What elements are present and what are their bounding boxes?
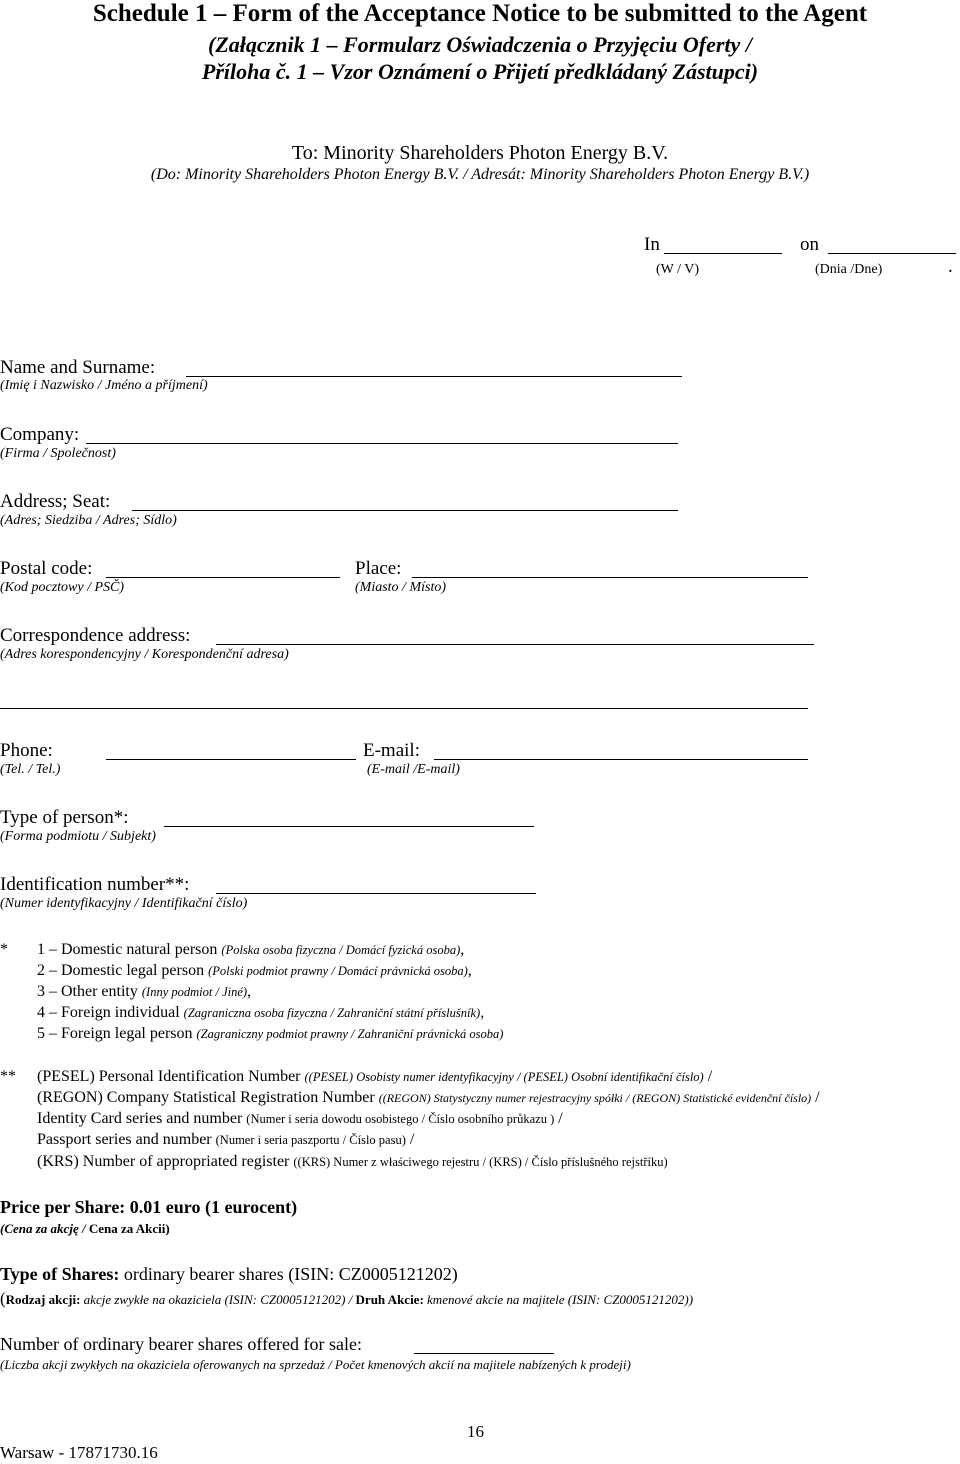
person-type-item: 3 – Other entity (Inny podmiot / Jiné), xyxy=(37,983,252,1000)
date-period: . xyxy=(948,256,953,277)
place-label: Place: xyxy=(355,558,402,579)
place-field-line[interactable] xyxy=(412,577,808,578)
id-type-item: (PESEL) Personal Identification Number ((PESEL) Osobisty numer identyfikacyjny / (PESEL) Osobní identifikační číslo) / xyxy=(37,1068,713,1085)
postal-code-label: Postal code: xyxy=(0,558,93,579)
number-of-shares-label: Number of ordinary bearer shares offered for sale: xyxy=(0,1334,363,1354)
correspondence-line[interactable] xyxy=(216,644,814,645)
id-number-sub-label: (Numer identyfikacyjny / Identifikační číslo) xyxy=(0,896,248,911)
id-type-item: Passport series and number (Numer i seria paszportu / Číslo pasu) / xyxy=(37,1131,415,1148)
price-per-share-translation: (Cena za akcję / Cena za Akcii) xyxy=(0,1221,170,1236)
type-of-shares-translation: (Rodzaj akcji: akcje zwykłe na okaziciela (ISIN: CZ0005121202) / Druh Akcie: kmenové akcie na majitele (ISIN: CZ0005121202)) xyxy=(0,1289,694,1308)
address-label: Address; Seat: xyxy=(0,491,111,512)
id-type-item: Identity Card series and number (Numer i seria dowodu osobistego / Číslo osobního průkazu ) / xyxy=(37,1110,563,1127)
in-label: In xyxy=(644,234,660,255)
email-line[interactable] xyxy=(434,759,808,760)
date-line[interactable] xyxy=(828,253,956,254)
id-number-line[interactable] xyxy=(216,893,536,894)
id-type-item: (KRS) Number of appropriated register ((KRS) Numer z właściwego rejestru / (KRS) / Číslo příslušného rejstříku) xyxy=(37,1153,668,1170)
name-sub-label: (Imię i Nazwisko / Jméno a příjmení) xyxy=(0,378,208,393)
document-reference: Warsaw - 17871730.16 xyxy=(0,1443,158,1462)
place-line[interactable] xyxy=(664,253,782,254)
person-type-item: 2 – Domestic legal person (Polski podmiot prawny / Domácí právnická osoba), xyxy=(37,962,472,979)
company-line[interactable] xyxy=(86,443,678,444)
company-sub-label: (Firma / Společnost) xyxy=(0,446,116,461)
price-per-share: Price per Share: 0.01 euro (1 eurocent) xyxy=(0,1197,298,1217)
in-sub-label: (W / V) xyxy=(656,262,700,277)
correspondence-sub-label: (Adres korespondencyjny / Korespondenční adresa) xyxy=(0,647,289,662)
person-type-item: 5 – Foreign legal person (Zagraniczny podmiot prawny / Zahraniční právnická osoba) xyxy=(37,1025,504,1042)
email-label: E-mail: xyxy=(363,740,420,761)
person-type-label: Type of person*: xyxy=(0,807,129,828)
person-type-line[interactable] xyxy=(164,826,534,827)
place-sub-label: (Miasto / Místo) xyxy=(355,580,446,595)
person-types-marker: * xyxy=(0,941,8,958)
postal-code-sub-label: (Kod pocztowy / PSČ) xyxy=(0,580,125,595)
id-type-item: (REGON) Company Statistical Registration Number ((REGON) Statystyczny numer rejestracyjny spółki / (REGON) Statistické evidenční číslo) / xyxy=(37,1089,820,1106)
address-sub-label: (Adres; Siedziba / Adres; Sídlo) xyxy=(0,513,177,528)
id-number-label: Identification number**: xyxy=(0,874,190,895)
document-title-translation-cz: Příloha č. 1 – Vzor Oznámení o Přijetí předkládaný Zástupci) xyxy=(201,59,759,84)
type-of-shares: Type of Shares: ordinary bearer shares (ISIN: CZ0005121202) xyxy=(0,1264,458,1284)
phone-sub-label: (Tel. / Tel.) xyxy=(0,762,61,777)
correspondence-label: Correspondence address: xyxy=(0,625,191,646)
company-label: Company: xyxy=(0,424,80,445)
addressee-translation: (Do: Minority Shareholders Photon Energy B.V. / Adresát: Minority Shareholders Photon Energy B.V.) xyxy=(150,166,810,183)
person-type-item: 4 – Foreign individual (Zagraniczna osoba fizyczna / Zahraniční státní příslušník), xyxy=(37,1004,485,1021)
person-type-item: 1 – Domestic natural person (Polska osoba fizyczna / Domácí fyzická osoba), xyxy=(37,941,465,958)
document-title-translation-pl: (Załącznik 1 – Formularz Oświadczenia o Przyjęciu Oferty / xyxy=(208,32,752,57)
document-title: Schedule 1 – Form of the Acceptance Notice to be submitted to the Agent xyxy=(92,0,868,27)
name-label: Name and Surname: xyxy=(0,357,156,378)
postal-code-line[interactable] xyxy=(106,577,340,578)
on-label: on xyxy=(800,234,819,255)
name-line[interactable] xyxy=(186,376,682,377)
correspondence-line-2[interactable] xyxy=(0,708,808,709)
page-number: 16 xyxy=(467,1422,484,1441)
person-type-sub-label: (Forma podmiotu / Subjekt) xyxy=(0,829,156,844)
phone-label: Phone: xyxy=(0,740,53,761)
address-line[interactable] xyxy=(132,510,678,511)
phone-line[interactable] xyxy=(106,759,356,760)
number-of-shares-line[interactable] xyxy=(414,1353,554,1354)
on-sub-label: (Dnia /Dne) xyxy=(815,262,883,277)
id-types-marker: ** xyxy=(0,1068,16,1085)
number-of-shares-translation: (Liczba akcji zwykłych na okaziciela oferowanych na sprzedaż / Počet kmenových akcií na majitele nabízených k prodeji) xyxy=(0,1357,631,1372)
email-sub-label: (E-mail /E-mail) xyxy=(367,762,460,777)
addressee: To: Minority Shareholders Photon Energy B.V. xyxy=(291,142,669,164)
